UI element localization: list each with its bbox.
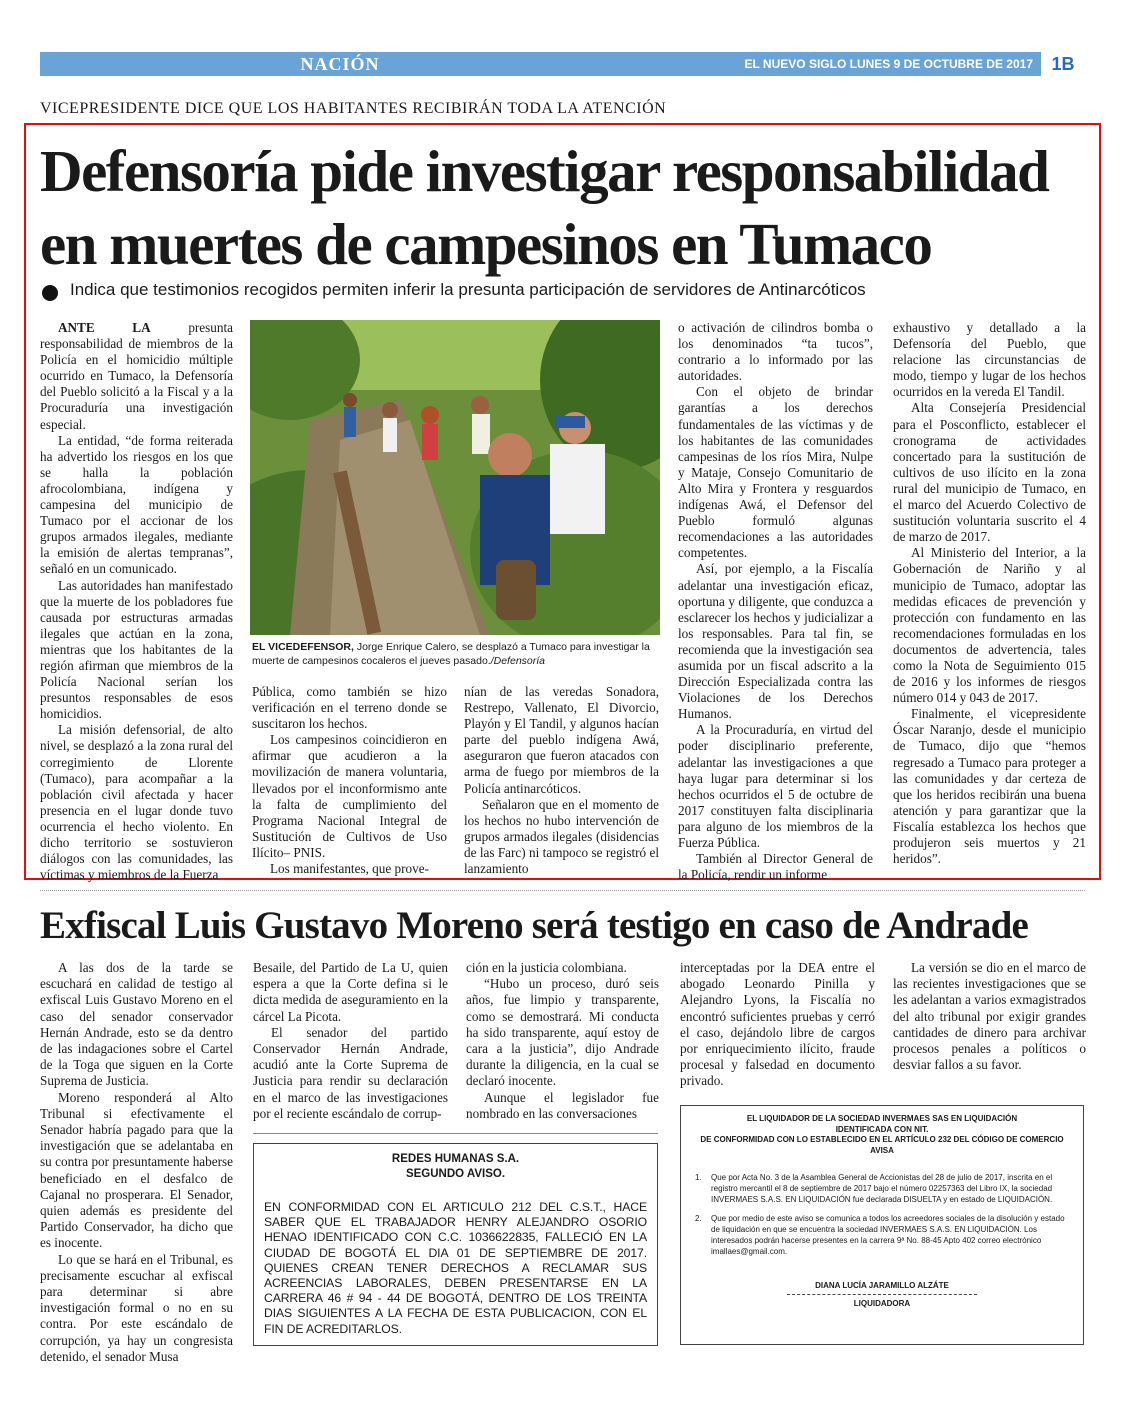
- paragraph: La misión defensorial, de alto nivel, se desplazó a la zona rural del corregimiento de Llorente (Tumaco), para acompañar a la población civil afectada y hacer presencia en el lugar donde tuvo ocurrencia el hecho violento. En dicho territorio se sostuvieron diálogos con las comunidades, las víctimas y miembros de la Fuerza: [40, 722, 233, 883]
- caption-credit: /Defensoría: [490, 655, 545, 667]
- story-kicker: VICEPRESIDENTE DICE QUE LOS HABITANTES RECIBIRÁN TODA LA ATENCIÓN: [40, 100, 667, 117]
- paragraph: Señalaron que en el momento de los hechos no hubo intervención de grupos armados ilegales (disidencias de las Farc) ni tampoco se registró el lanzamiento: [464, 796, 659, 877]
- paragraph: o activación de cilindros bomba o los denominados “ta tucos”, contrario a lo informado por las autoridades.: [678, 320, 873, 384]
- notice-header-line-1: EL LIQUIDADOR DE LA SOCIEDAD INVERMAES SAS EN LIQUIDACIÓN: [746, 1114, 1018, 1123]
- paragraph: interceptadas por la DEA entre el abogado Leonardo Pinilla y Alejandro Lyons, la Fiscalía no encontró suficientes pruebas y cerró el caso, dejándolo libre de cargos por enriquecimiento ilícito, fraude procesal y falsedad en documento privado.: [680, 960, 875, 1089]
- page-number: 1B: [1039, 52, 1085, 76]
- story-deck: Indica que testimonios recogidos permiten inferir la presunta participación de servidores de Antinarcóticos: [70, 280, 866, 299]
- ad-title-line-1: REDES HUMANAS S.A.: [391, 1153, 520, 1165]
- photo-caption: [252, 640, 658, 668]
- bullet-dot-icon: [42, 285, 58, 301]
- paragraph: El senador del partido Conservador Hernán Andrade, acudió ante la Corte Suprema de Justicia para rendir su declaración en el marco de las investigaciones por el reciente escándalo de corrup-: [253, 1024, 448, 1121]
- notice-header-line-4: AVISA: [870, 1145, 894, 1155]
- paragraph: nían de las veredas Sonadora, Restrepo, Vallenato, El Divorcio, Playón y El Tandil, y algunos hacían parte del pueblo indígena Awá, aseguraron que fueron atacados con arma de fuego por miembros de la Policía antinarcóticos.: [464, 684, 659, 796]
- notice-item-number: 2.: [695, 1214, 702, 1223]
- paragraph: Alta Consejería Presidencial para el Posconflicto, establecer el cronograma de actividades concertado para la sustitución de cultivos de uso ilícito en la zona rural del municipio de Tumaco, en el marco del Acuerdo Colectivo de sustitución voluntaria suscrito el 4 de marzo de 2017.: [893, 400, 1086, 545]
- paragraph: Con el objeto de brindar garantías a los derechos fundamentales de las víctimas y de los habitantes de las comunidades campesinas de los ríos Mira, Nulpe y Mataje, Consejo Comunitario de Alto Mira y Frontera y resguardos indígenas Awá, el Defensor del Pueblo formuló algunas recomendaciones a las autoridades competentes.: [678, 384, 873, 561]
- dateline: EL NUEVO SIGLO LUNES 9 DE OCTUBRE DE 2017: [744, 57, 1033, 71]
- story2-headline: Exfiscal Luis Gustavo Moreno será testigo en caso de Andrade: [40, 904, 1029, 947]
- lead-in: ANTE LA: [58, 320, 151, 335]
- notice-item-number: 1.: [695, 1173, 702, 1182]
- paragraph: Los manifestantes, que prove-: [270, 861, 429, 877]
- notice-item-text: Que por medio de este aviso se comunica a todos los acreedores sociales de la disolución y estado de liquidación en que se encuentra la sociedad INVERMAES S.A.S. EN LIQUIDACIÓN. Los interesados podrán hacerse presentes en la carrera 9ª No. 88-45 Apto 402 correo electrónico imallaes@gmail.com.: [711, 1214, 1065, 1256]
- story2-column-2: [253, 960, 448, 1122]
- story2-column-3: [466, 960, 659, 1122]
- paragraph: A las dos de la tarde se escuchará en calidad de testigo al exfiscal Luis Gustavo Moreno en el caso del senador conservador Hernán Andrade, esto se da dentro de las indagaciones sobre el Cartel de la Toga que siguen en la Corte Suprema de Justicia.: [40, 960, 233, 1089]
- section-name: NACIÓN: [300, 54, 380, 74]
- paragraph: presunta responsabilidad de miembros de la Policía en el homicidio múltiple ocurrido en Tumaco, la Defensoría del Pueblo solicitó a la Fiscal y a la Procuraduría una investigación especial.: [40, 320, 233, 432]
- story2-column-4: [680, 960, 875, 1090]
- headline-line-2: en muertes de campesinos en Tumaco: [40, 211, 932, 277]
- section-header-bar: [40, 52, 1085, 76]
- ad-rule: [253, 1133, 658, 1134]
- caption-lead: EL VICEDEFENSOR,: [252, 641, 354, 653]
- story2-column-5: [893, 960, 1086, 1073]
- story2-column-1: [40, 960, 233, 1365]
- paragraph: Pública, como también se hizo verificación en el terreno donde se suscitaron los hechos.: [252, 684, 447, 732]
- paragraph: Moreno responderá al Alto Tribunal si efectivamente el Senador habría pagado para que la investigación que se adelantaba en su contra por presuntamente haberse beneficiado en el desfalco de Cajanal no prosperara. El Senador, quien además es presidente del Partido Conservador, ha dicho que es inocente.: [40, 1089, 233, 1251]
- notice-header-line-2: IDENTIFICADA CON NIT.: [835, 1124, 929, 1134]
- legal-notice-invermaes: [680, 1105, 1084, 1345]
- story-column-5: [893, 320, 1086, 867]
- paragraph: Besaile, del Partido de La U, quien espera a que la Corte defina si le dicta medida de aseguramiento en la cárcel La Picota.: [253, 960, 448, 1024]
- ad-title: [254, 1152, 657, 1182]
- notice-header: [681, 1114, 1083, 1156]
- signature-line: [787, 1294, 977, 1295]
- paragraph: Lo que se hará en el Tribunal, es precisamente escuchar al exfiscal para determinar si abre investigación formal o no en su contra. Por este escándalo de corrupción, ya hay un congresista detenido, el senador Musa: [40, 1251, 233, 1364]
- story-column-1: [40, 320, 233, 883]
- notice-item-text: Que por Acta No. 3 de la Asamblea General de Accionistas del 28 de julio de 2017, inscrita en el registro mercantil el 8 de septiembre de 2017 bajo el número 02257363 del Libro IX, la sociedad INVERMAES S.A.S. EN LIQUIDACIÓN fue declarada DISUELTA y en estado de LIQUIDACIÓN.: [711, 1173, 1053, 1204]
- notice-header-line-3: DE CONFORMIDAD CON LO ESTABLECIDO EN EL ARTÍCULO 232 DEL CÓDIGO DE COMERCIO: [700, 1135, 1064, 1144]
- photo-illustration: [250, 320, 660, 635]
- story-separator: [40, 890, 1085, 891]
- story-headline: [40, 135, 1080, 281]
- paragraph: La versión se dio en el marco de las recientes investigaciones que se les adelantan a varios exmagistrados del alto tribunal por exigir grandes cantidades de dinero para archivar procesos penales a políticos o desviar fallos a su favor.: [893, 960, 1086, 1073]
- caption-text: Jorge Enrique Calero, se desplazó a Tumaco para investigar la muerte de campesinos cocaleros el jueves pasado.: [252, 641, 650, 667]
- news-photo: [250, 320, 660, 635]
- paragraph: Así, por ejemplo, a la Fiscalía adelantar una investigación eficaz, oportuna y diligente, que conduzca a esclarecer los hechos y judicializar a los responsables. Para tal fin, se recomienda que la investigación sea asumida por un fiscal adscrito a la Dirección Especializada contra las Violaciones de los Derechos Humanos.: [678, 561, 873, 722]
- notice-signer-role: LIQUIDADORA: [853, 1299, 911, 1308]
- paragraph: Al Ministerio del Interior, a la Gobernación de Nariño y al municipio de Tumaco, adoptar las medidas eficaces de prevención y protección con fundamento en las recomendaciones formuladas en los documentos de advertencia, tales como la Nota de Seguimiento 015 de 2016 y los informes de riesgos número 014 y 043 de 2017.: [893, 545, 1086, 706]
- story-column-3: [464, 684, 659, 877]
- notice-item: [695, 1172, 1069, 1205]
- paragraph: Los campesinos coincidieron en afirmar que acudieron a la movilización de manera voluntaria, llevados por el inconformismo ante la falta de cumplimiento del Programa Nacional Integral de Sustitución de Cultivos de Uso Ilícito– PNIS.: [252, 732, 447, 860]
- paragraph: La entidad, “de forma reiterada ha advertido los riesgos en los que se halla la población afrocolombiana, indígena y campesina del municipio de Tumaco por el accionar de los grupos armados ilegales, mediante la emisión de alertas tempranas”, señaló en un comunicado.: [40, 432, 233, 577]
- paragraph: exhaustivo y detallado a la Defensoría del Pueblo, que relacione las circunstancias de modo, tiempo y lugar de los hechos ocurridos en la vereda El Tandil.: [893, 320, 1086, 400]
- ad-body: EN CONFORMIDAD CON EL ARTICULO 212 DEL C.S.T., HACE SABER QUE EL TRABAJADOR HENRY ALEJANDRO OSORIO HENAO IDENTIFICADO CON C.C. 1036622835, FALLECIÓ EN LA CIUDAD DE BOGOTÁ EL DIA 01 DE SEPTIEMBRE DE 2017. QUIENES CREAN TENER DERECHOS A RECLAMAR SUS ACREENCIAS LABORALES, DEBEN PRESENTARSE EN LA CARRERA 46 # 94 - 44 DE BOGOTÁ, DENTRO DE LOS TREINTA DIAS SIGUIENTES A LA FECHA DE ESTA PUBLICACION, CON EL FIN DE ACREDITARLOS.: [264, 1200, 647, 1336]
- paragraph: ción en la justicia colombiana.: [466, 960, 627, 975]
- paragraph: A la Procuraduría, en virtud del poder disciplinario preferente, adelantar las investigaciones a que haya lugar para determinar si los hechos ocurridos el 5 de octubre de 2017 constituyen falta disciplinaria para alguno de los miembros de la Fuerza Pública.: [678, 722, 873, 850]
- headline-line-1: Defensoría pide investigar responsabilidad: [40, 138, 1049, 204]
- notice-signer: DIANA LUCÍA JARAMILLO ALZÁTE: [815, 1281, 949, 1290]
- notice-item: [695, 1213, 1069, 1257]
- paragraph: Las autoridades han manifestado que la muerte de los pobladores fue causada por estructuras armadas ilegales que actúan en la zona, mientras que los habitantes de la región afirman que miembros de la Policía Nacional serían los presuntos responsables de esos homicidios.: [40, 577, 233, 722]
- notice-list: [695, 1172, 1069, 1257]
- story-column-2: [252, 684, 447, 877]
- paragraph: Aunque el legislador fue nombrado en las conversaciones: [466, 1089, 659, 1121]
- paragraph: También al Director General de la Policía, rendir un informe: [678, 851, 873, 883]
- ad-title-line-2: SEGUNDO AVISO.: [405, 1168, 506, 1180]
- paragraph: “Hubo un proceso, duró seis años, fue limpio y transparente, como se demostrará. Mi conducta ha sido transparente, aquí estoy de cara a la justicia”, dijo Andrade durante la diligencia, en la cual se declaró inocente.: [466, 976, 659, 1089]
- classified-ad-redes-humanas: [253, 1143, 658, 1346]
- story-column-4: [678, 320, 873, 883]
- paragraph: Finalmente, el vicepresidente Óscar Naranjo, desde el municipio de Tumaco, dijo que “hemos regresado a Tumaco para proteger a las comunidades y dar certeza de que los heridos recibirán una buena atención y para garantizar que la Fiscalía establezca los hechos que produjeron seis muertos y 21 heridos”.: [893, 706, 1086, 867]
